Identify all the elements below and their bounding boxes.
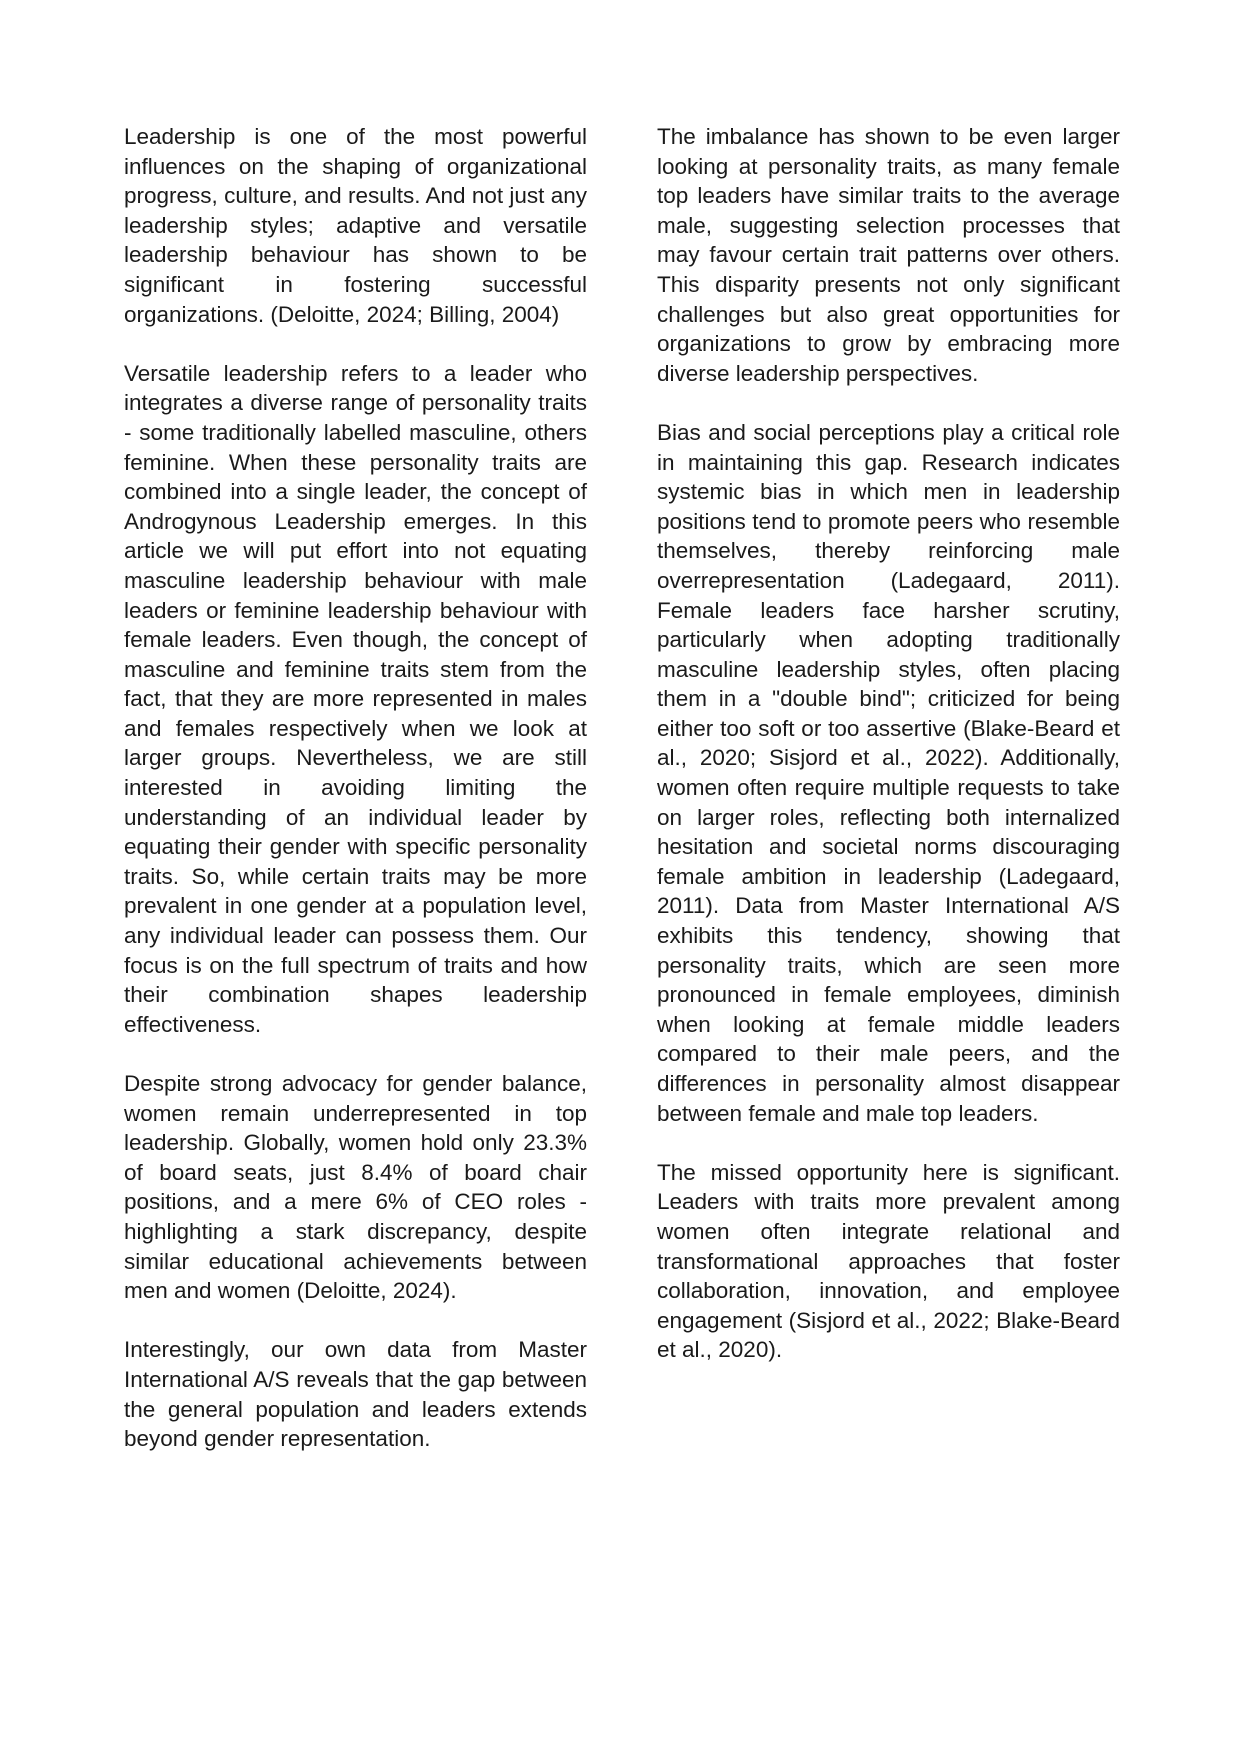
- paragraph-bias-perceptions: Bias and social perceptions play a critical role in maintaining this gap. Research indicates systemic bias in which men in leadership positions tend to promote peers who resemble themselves, thereby reinforcing male overrepresentation (Ladegaard, 2011). Female leaders face harsher scrutiny, particularly when adopting traditionally masculine leadership styles, often placing them in a "double bind"; criticized for being either too soft or too assertive (Blake-Beard et al., 2020; Sisjord et al., 2022). Additionally, women often require multiple requests to take on larger roles, reflecting both internalized hesitation and societal norms discouraging female ambition in leadership (Ladegaard, 2011). Data from Master International A/S exhibits this tendency, showing that personality traits, which are seen more pronounced in female employees, diminish when looking at female middle leaders compared to their male peers, and the differences in personality almost disappear between female and male top leaders.: [657, 419, 1120, 1126]
- paragraph-personality-imbalance: The imbalance has shown to be even larger looking at personality traits, as many female top leaders have similar traits to the average male, suggesting selection processes that may favour certain trait patterns over others. This disparity presents not only significant challenges but also great opportunities for organizations to grow by embracing more diverse leadership perspectives.: [657, 124, 1120, 386]
- right-column: [657, 122, 1120, 1365]
- paragraph-leadership-influence: Leadership is one of the most powerful influences on the shaping of organizational progress, culture, and results. And not just any leadership styles; adaptive and versatile leadership behaviour has shown to be significant in fostering successful organizations. (Deloitte, 2024; Billing, 2004): [124, 124, 587, 327]
- left-column: [124, 122, 587, 1454]
- paragraph-missed-opportunity: The missed opportunity here is significant. Leaders with traits more prevalent among women often integrate relational and transformational approaches that foster collaboration, innovation, and employee engagement (Sisjord et al., 2022; Blake-Beard et al., 2020).: [657, 1159, 1120, 1363]
- paragraph-master-international-gap: Interestingly, our own data from Master International A/S reveals that the gap between the general population and leaders extends beyond gender representation.: [124, 1337, 587, 1452]
- paragraph-versatile-leadership: Versatile leadership refers to a leader who integrates a diverse range of personality traits - some traditionally labelled masculine, others feminine. When these personality traits are combined into a single leader, the concept of Androgynous Leadership emerges. In this article we will put effort into not equating masculine leadership behaviour with male leaders or feminine leadership behaviour with female leaders. Even though, the concept of masculine and feminine traits stem from the fact, that they are more represented in males and females respectively when we look at larger groups. Nevertheless, we are still interested in avoiding limiting the understanding of an individual leader by equating their gender with specific personality traits. So, while certain traits may be more prevalent in one gender at a population level, any individual leader can possess them. Our focus is on the full spectrum of traits and how their combination shapes leadership effectiveness.: [124, 360, 587, 1037]
- paragraph-underrepresentation: Despite strong advocacy for gender balance, women remain underrepresented in top leadership. Globally, women hold only 23.3% of board seats, just 8.4% of board chair positions, and a mere 6% of CEO roles - highlighting a stark discrepancy, despite similar educational achievements between men and women (Deloitte, 2024).: [124, 1071, 587, 1304]
